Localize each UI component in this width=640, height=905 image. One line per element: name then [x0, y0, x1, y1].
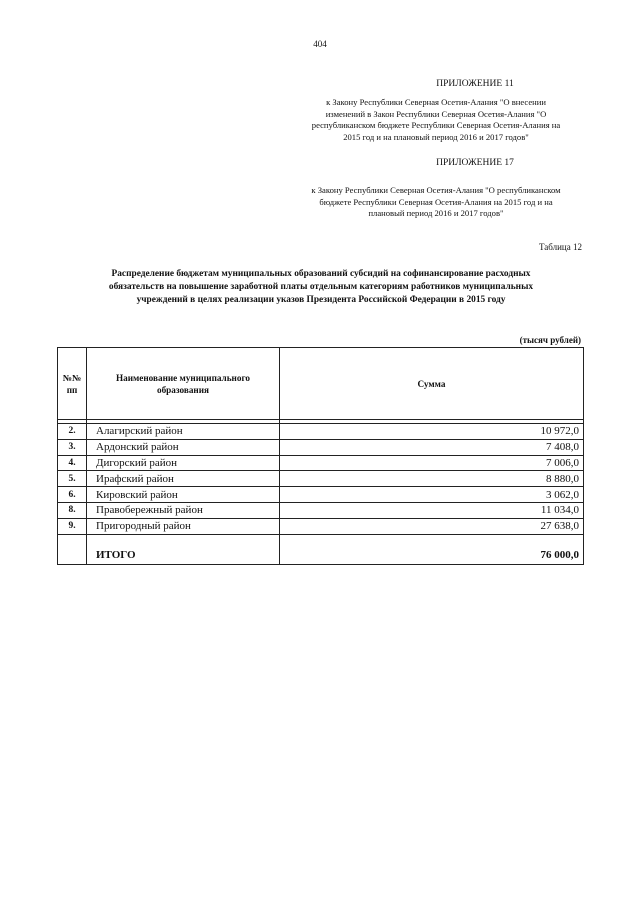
row-name: Ардонский район	[87, 439, 280, 455]
appendix-11-line: 2015 год и на плановый период 2016 и 2017 годов"	[343, 131, 529, 142]
row-sum: 8 880,0	[280, 471, 584, 487]
row-number: 2.	[58, 424, 87, 440]
total-number-cell	[58, 534, 87, 564]
title-line: Распределение бюджетам муниципальных образований субсидий на софинансирование расходных	[111, 269, 531, 279]
appendix-17-line: бюджете Республики Северная Осетия-Алания на 2015 год и на	[319, 196, 553, 207]
table-row	[58, 439, 584, 455]
table-row	[58, 502, 584, 518]
appendix-11-title: ПРИЛОЖЕНИЕ 11	[436, 79, 514, 89]
row-name: Правобережный район	[87, 502, 280, 518]
table-row	[58, 471, 584, 487]
header-name-line: Наименование муниципального	[116, 372, 250, 383]
table-row	[58, 424, 584, 440]
appendix-17-line: к Закону Республики Северная Осетия-Алания "О республиканском	[311, 185, 561, 195]
row-sum: 7 006,0	[280, 455, 584, 471]
row-number: 4.	[58, 455, 87, 471]
row-sum: 27 638,0	[280, 518, 584, 534]
header-name-line: образования	[156, 384, 209, 395]
appendix-11-line: изменений в Закон Республики Северная Осетия-Алания "О	[325, 108, 547, 119]
row-number: 8.	[58, 502, 87, 518]
appendix-11-text	[286, 97, 586, 143]
table-row	[58, 487, 584, 503]
units-label: (тысяч рублей)	[519, 335, 581, 345]
page-number: 404	[313, 39, 327, 49]
row-number: 5.	[58, 471, 87, 487]
row-name: Пригородный район	[87, 518, 280, 534]
subsidy-table	[57, 347, 584, 565]
appendix-11-line: республиканском бюджете Республики Северная Осетия-Алания на	[311, 120, 561, 130]
title-line: учреждений в целях реализации указов Президента Российской Федерации в 2015 году	[136, 295, 506, 305]
row-name: Ирафский район	[87, 471, 280, 487]
row-number: 3.	[58, 439, 87, 455]
row-name: Кировский район	[87, 487, 280, 503]
row-name: Алагирский район	[87, 424, 280, 440]
header-number	[58, 348, 87, 420]
header-sum: Сумма	[280, 348, 584, 420]
row-sum: 10 972,0	[280, 424, 584, 440]
row-sum: 11 034,0	[280, 502, 584, 518]
table-total-row	[58, 534, 584, 564]
appendix-17-line: плановый период 2016 и 2017 годов"	[368, 208, 504, 218]
total-label: ИТОГО	[87, 534, 280, 564]
table-row	[58, 455, 584, 471]
header-name	[87, 348, 280, 420]
table-header-row	[58, 348, 584, 420]
row-sum: 7 408,0	[280, 439, 584, 455]
title-line: обязательств на повышение заработной платы отдельным категориям работников муниципальных	[108, 282, 534, 292]
row-number: 6.	[58, 487, 87, 503]
appendix-17-title: ПРИЛОЖЕНИЕ 17	[436, 158, 514, 168]
document-title	[68, 268, 574, 307]
header-number-line: пп	[66, 384, 78, 395]
row-number: 9.	[58, 518, 87, 534]
appendix-17-text	[286, 185, 586, 220]
row-name: Дигорский район	[87, 455, 280, 471]
row-sum: 3 062,0	[280, 487, 584, 503]
appendix-11-line: к Закону Республики Северная Осетия-Алания "О внесении	[326, 97, 546, 107]
table-number: Таблица 12	[539, 242, 582, 252]
table-row	[58, 518, 584, 534]
header-number-line: №№	[62, 372, 82, 383]
total-sum: 76 000,0	[280, 534, 584, 564]
